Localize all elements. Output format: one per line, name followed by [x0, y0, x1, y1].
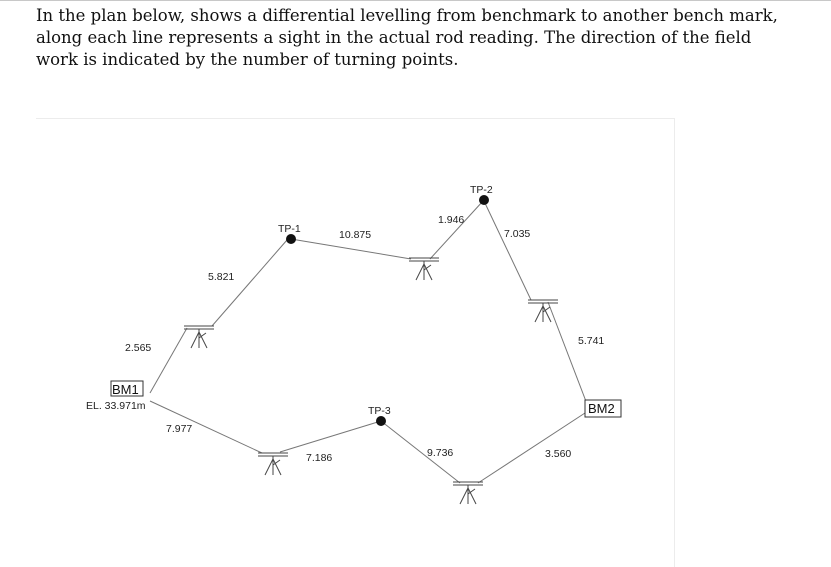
bm1-elevation: EL. 33.971m	[86, 400, 146, 412]
sight-inst3-bm2	[548, 302, 587, 404]
sight-lines	[150, 201, 587, 483]
sight-inst4-tp3	[280, 421, 381, 452]
bm2-label: BM2	[588, 401, 615, 416]
reading-label: 1.946	[438, 214, 465, 226]
tp2-marker	[479, 195, 489, 205]
sight-inst1-tp1	[212, 240, 287, 326]
tp2-label: TP-2	[470, 184, 493, 196]
instrument-station-icon	[258, 453, 288, 475]
reading-label: 2.565	[125, 342, 152, 354]
reading-label: 5.741	[578, 335, 605, 347]
reading-label: 9.736	[427, 447, 454, 459]
reading-label: 5.821	[208, 271, 235, 283]
reading-label: 7.186	[306, 452, 333, 464]
sight-tp1-inst2	[291, 239, 411, 259]
sight-inst2-tp2	[430, 201, 483, 259]
reading-label: 7.977	[166, 423, 193, 435]
sight-tp2-inst3	[484, 201, 531, 300]
tp1-marker	[286, 234, 296, 244]
reading-label: 10.875	[339, 229, 372, 241]
question-text: In the plan below, shows a differential levelling from benchmark to another bench mark, along each line represents a sight in the actual rod reading. The direction of the field work is indicated by the number of turning points.	[36, 6, 778, 69]
instrument-station-icon	[453, 482, 483, 504]
reading-label: 7.035	[504, 228, 531, 240]
bm1-label: BM1	[112, 382, 139, 397]
tp3-label: TP-3	[368, 405, 391, 417]
instrument-station-icon	[184, 326, 214, 348]
tp3-marker	[376, 416, 386, 426]
instrument-station-icon	[409, 258, 439, 280]
sight-bm1-inst1	[150, 328, 187, 393]
instrument-station-icon	[528, 300, 558, 322]
reading-label: 3.560	[545, 448, 572, 460]
tp1-label: TP-1	[278, 223, 301, 235]
